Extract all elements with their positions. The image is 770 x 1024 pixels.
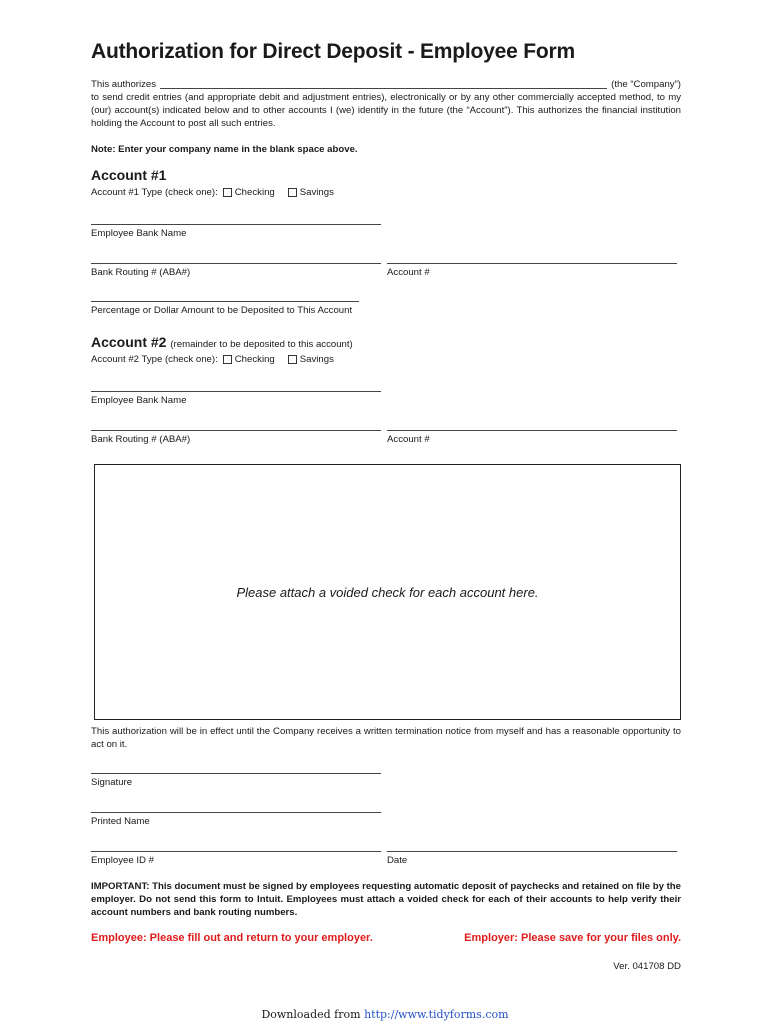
account1-bank-name-label: Employee Bank Name: [91, 228, 187, 239]
version-text: Ver. 041708 DD: [613, 961, 681, 972]
account1-savings-label: Savings: [299, 187, 334, 198]
account2-number: [387, 430, 677, 445]
account1-bank-name: [91, 224, 381, 239]
employee-id-line[interactable]: [91, 851, 381, 852]
note-text: Note: Enter your company name in the blank space above.: [91, 144, 358, 155]
date-label: Date: [387, 855, 408, 866]
account1-bank-name-line[interactable]: [91, 224, 381, 225]
account2-routing-line[interactable]: [91, 430, 381, 431]
account1-checking-checkbox[interactable]: [223, 188, 232, 197]
important-paragraph: IMPORTANT: This document must be signed by employees requesting automatic deposit of paychecks and retained on file by the employer. Do not send this form to Intuit. Employees must attach a voided check for each of their accounts to help verify their account numbers and bank routing numbers.: [91, 881, 681, 918]
employee-note: Employee: Please fill out and return to your employer.: [91, 932, 373, 944]
intro-suffix: (the “Company”): [611, 79, 681, 90]
account1-amount-label: Percentage or Dollar Amount to be Deposited to This Account: [91, 305, 353, 316]
account1-routing-line[interactable]: [91, 263, 381, 264]
date-field: [387, 851, 677, 866]
account2-heading: [91, 334, 681, 350]
account2-bank-name-label: Employee Bank Name: [91, 395, 187, 406]
account2-savings-checkbox[interactable]: [288, 355, 297, 364]
account2-number-label: Account #: [387, 434, 430, 445]
signature-label: Signature: [91, 777, 133, 788]
account2-checking-checkbox[interactable]: [223, 355, 232, 364]
account2-checking-label: Checking: [234, 354, 275, 365]
account1-amount: [91, 301, 359, 316]
employer-note: Employer: Please save for your files only.: [464, 932, 681, 944]
account1-type-row: [91, 187, 681, 198]
account1-savings-checkbox[interactable]: [288, 188, 297, 197]
account1-number: [387, 263, 677, 278]
account2-routing: [91, 430, 381, 445]
printed-name-field: [91, 812, 381, 827]
download-footer: [0, 1008, 770, 1021]
signature-field: [91, 773, 381, 788]
account1-checking-label: Checking: [234, 187, 275, 198]
intro-line1: [91, 78, 681, 91]
account1-routing: [91, 263, 381, 278]
account1-routing-label: Bank Routing # (ABA#): [91, 267, 191, 278]
page-title: Authorization for Direct Deposit - Employee Form: [91, 40, 575, 63]
account1-heading: Account #1: [91, 167, 167, 183]
account1-amount-line[interactable]: [91, 301, 359, 302]
employee-id-label: Employee ID #: [91, 855, 154, 866]
account2-type-row: [91, 354, 681, 365]
footer-prefix: Downloaded from: [261, 1008, 361, 1021]
printed-name-line[interactable]: [91, 812, 381, 813]
intro-rest: to send credit entries (and appropriate debit and adjustment entries), electronically or by any other commercially accepted method, to my (our) account(s) indicated below and to other accounts I (we) identify in the future (the “Account”). This authorizes the financial institution holding the Account to post all such entries.: [91, 92, 681, 129]
voided-check-text: Please attach a voided check for each account here.: [236, 584, 539, 600]
company-name-field[interactable]: [160, 88, 607, 89]
account2-heading-sub: (remainder to be deposited to this account): [170, 339, 353, 350]
voided-check-area: [94, 464, 681, 720]
account1-number-label: Account #: [387, 267, 430, 278]
account1-type-label: Account #1 Type (check one):: [91, 187, 218, 198]
printed-name-label: Printed Name: [91, 816, 150, 827]
signature-line[interactable]: [91, 773, 381, 774]
account2-type-label: Account #2 Type (check one):: [91, 354, 218, 365]
form-header: [91, 40, 681, 155]
effect-paragraph: This authorization will be in effect until the Company receives a written termination notice from myself and has a reasonable opportunity to act on it.: [91, 726, 681, 750]
account2-bank-name: [91, 391, 381, 406]
account2-section: [91, 334, 681, 365]
account2-number-line[interactable]: [387, 430, 677, 431]
intro-paragraph: [91, 78, 681, 130]
employee-id-field: [91, 851, 381, 866]
account2-routing-label: Bank Routing # (ABA#): [91, 434, 191, 445]
footer-link[interactable]: http://www.tidyforms.com: [364, 1008, 509, 1021]
account2-bank-name-line[interactable]: [91, 391, 381, 392]
account1-number-line[interactable]: [387, 263, 677, 264]
date-line[interactable]: [387, 851, 677, 852]
account2-heading-title: Account #2: [91, 334, 167, 350]
account2-savings-label: Savings: [299, 354, 334, 365]
account1-section: [91, 167, 681, 198]
intro-prefix: This authorizes: [91, 79, 157, 90]
